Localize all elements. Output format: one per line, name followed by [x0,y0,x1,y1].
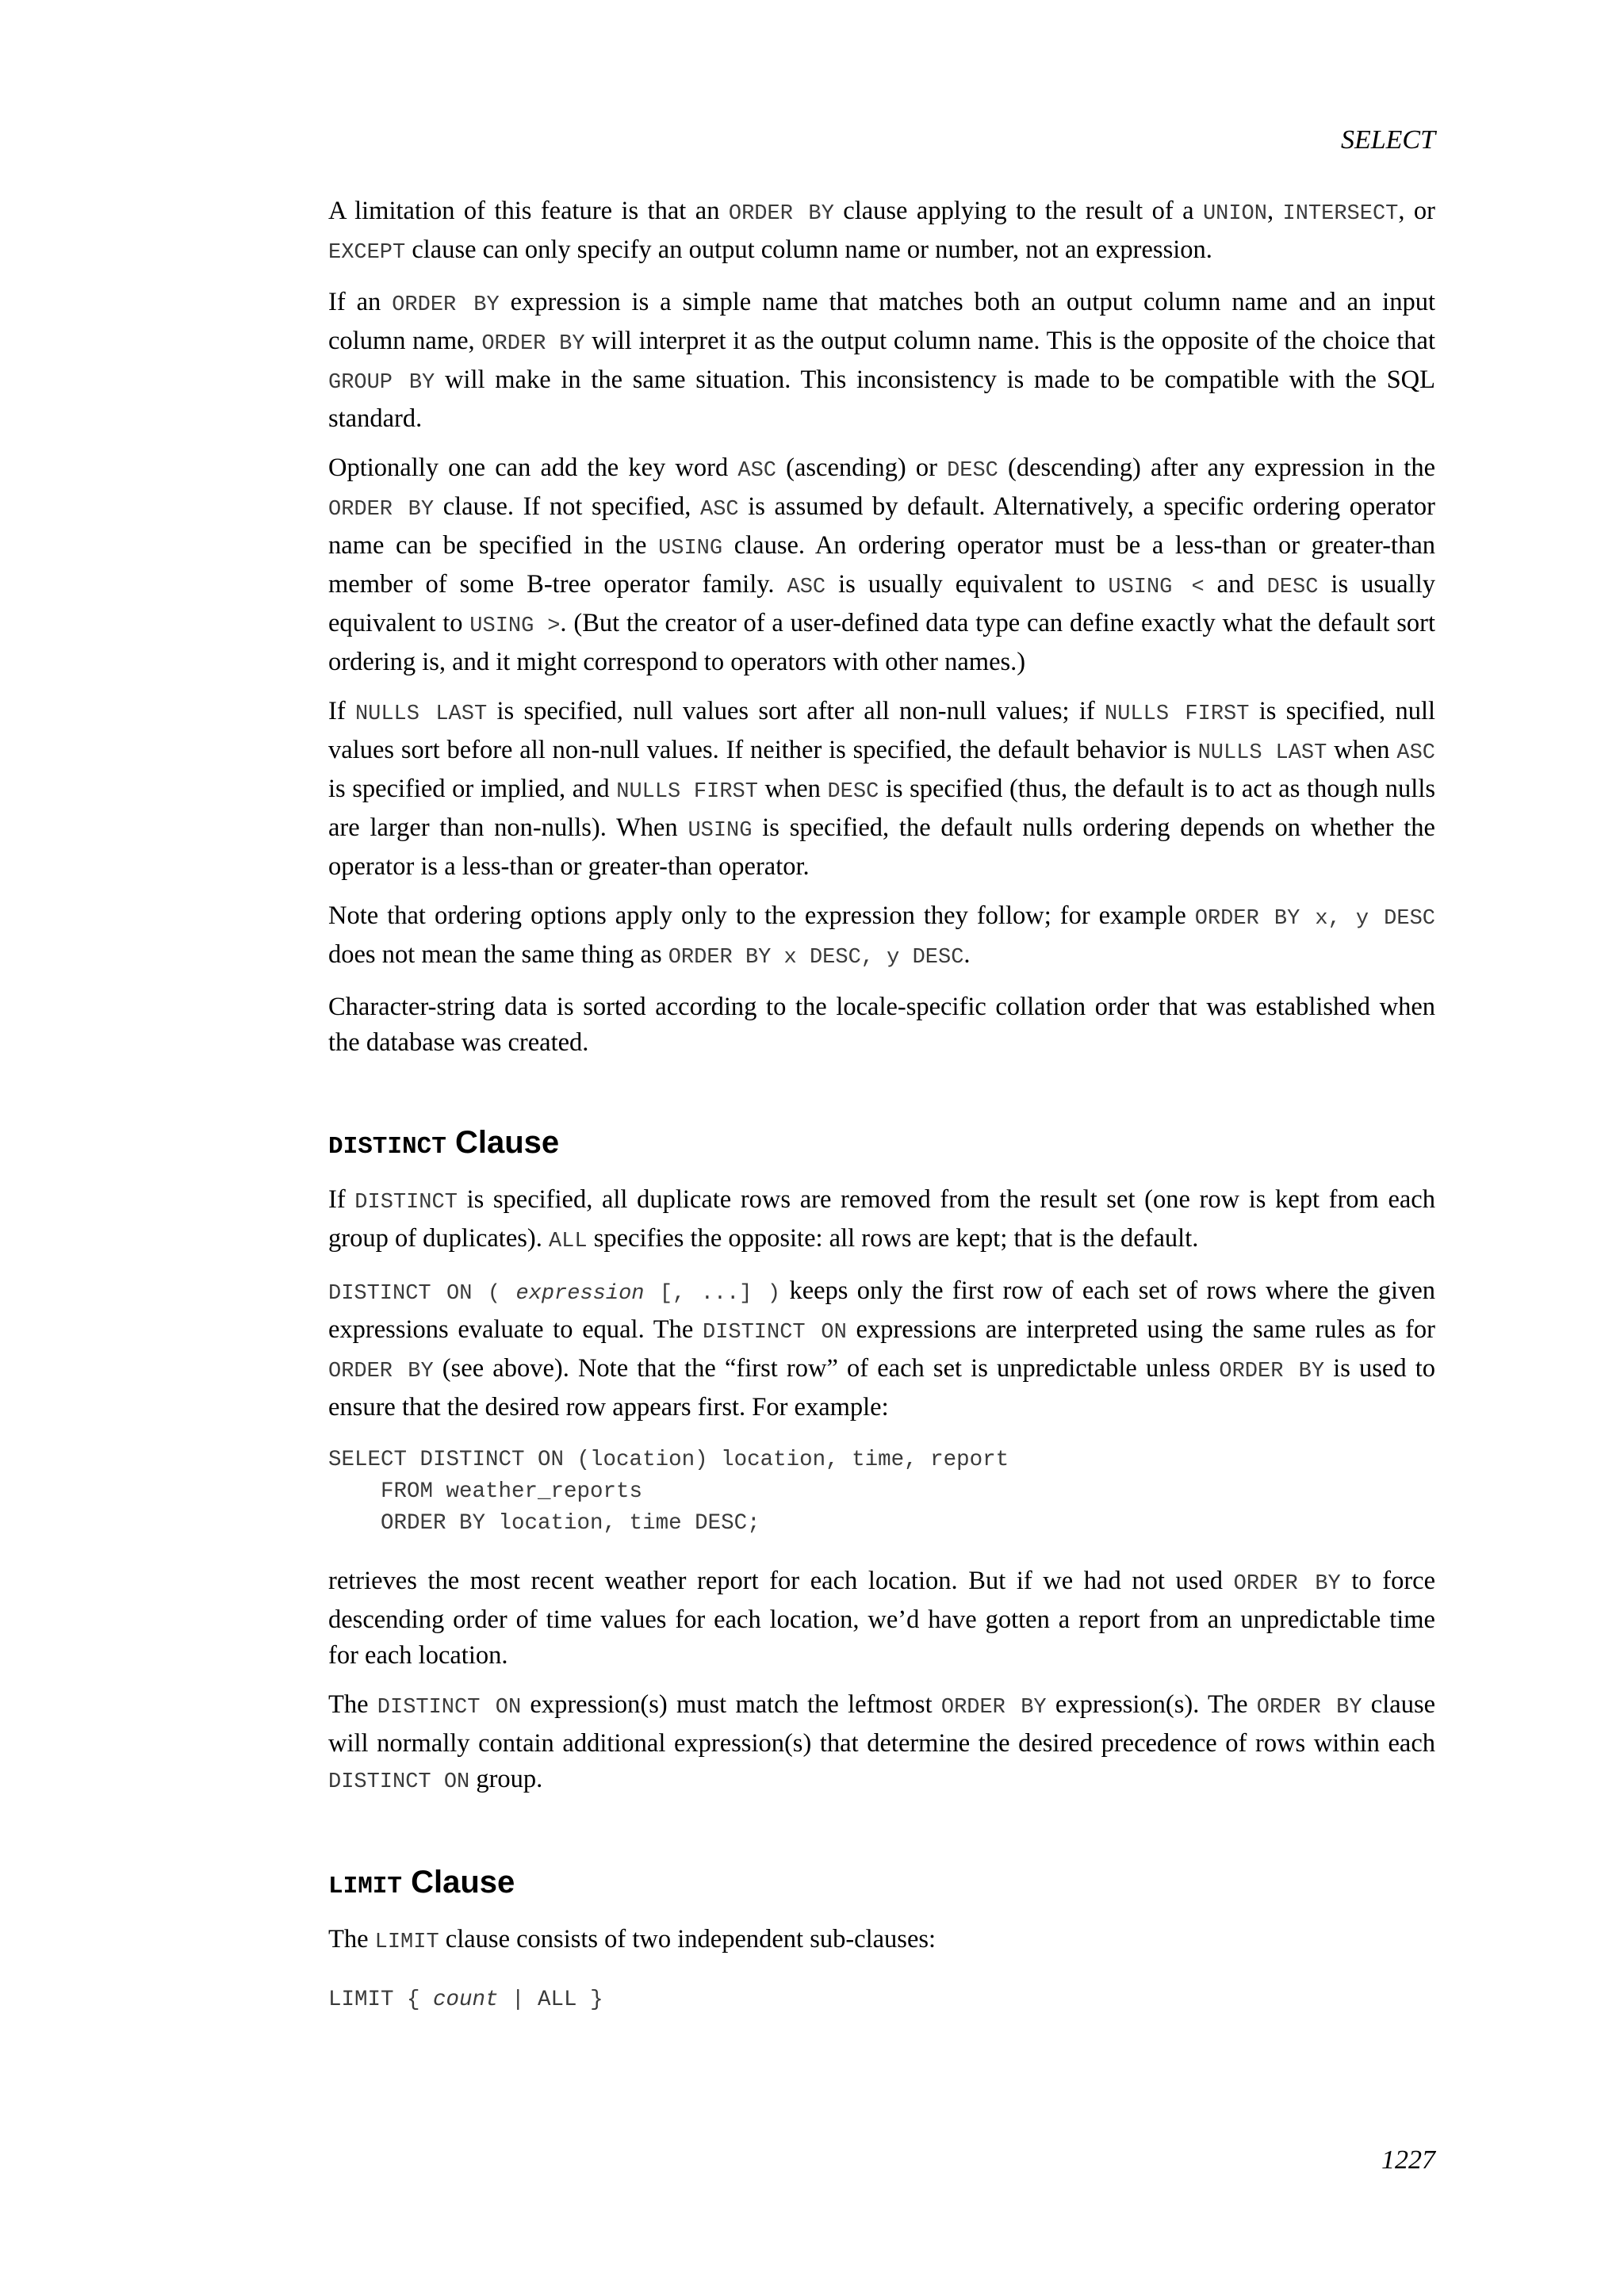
paragraph-order-by-limitation: A limitation of this feature is that an ORDER BY clause applying to the result of a UNION, INTERSECT, or EXCEPT clause can only specify an output column name or number, not an expression. [328,197,1435,265]
limit-synopsis: LIMIT { count | ALL } [328,1988,603,2012]
section-heading-distinct: DISTINCT Clause [328,1125,560,1161]
paragraph-distinct-on: DISTINCT ON ( expression [, ...] ) keeps only the first row of each set of rows where the given expressions evaluate to equal. The DISTINCT ON expressions are interpreted using the same rules as for ORDER BY (see above). Note that the “first row” of each set is unpredictable unless ORDER BY is used to ensure that the desired row appears first. For example: [328,1276,1436,1422]
code-example-distinct-on: SELECT DISTINCT ON (location) location, time, report FROM weather_reports ORDER BY location, time DESC; [328,1448,1009,1536]
paragraph-distinct-example-explanation: retrieves the most recent weather report for each location. But if we had not used ORDER BY to force descending order of time values for each location, we’d have gotten a report from an unpredictable time for each location. [328,1567,1435,1670]
paragraph-order-by-name-resolution: If an ORDER BY expression is a simple name that matches both an output column name and an input column name, ORDER BY will interpret it as the output column name. This is the opposite of the choice that GROUP BY will make in the same situation. This inconsistency is made to be compatible with the SQL standard. [328,288,1436,433]
paragraph-limit-intro: The LIMIT clause consists of two independent sub-clauses: [328,1925,936,1954]
running-head: SELECT [1340,125,1435,155]
page-number: 1227 [1381,2145,1435,2175]
section-heading-limit: LIMIT Clause [328,1865,515,1900]
paragraph-distinct-on-match: The DISTINCT ON expression(s) must match the leftmost ORDER BY expression(s). The ORDER BY clause will normally contain additional expression(s) that determine the desired precedence of rows within each DISTINCT ON group. [328,1690,1436,1794]
paragraph-nulls-ordering: If NULLS LAST is specified, null values sort after all non-null values; if NULLS FIRST is specified, null values sort before all non-null values. If neither is specified, the default behavior is NULLS LAST when ASC is specified or implied, and NULLS FIRST when DESC is specified (thus, the default is to act as though nulls are larger than non-nulls). When USING is specified, the default nulls ordering depends on whether the operator is a less-than or greater-than operator. [328,697,1436,881]
page-content [328,193,1435,2016]
paragraph-distinct-intro: If DISTINCT is specified, all duplicate rows are removed from the result set (one row is kept from each group of duplicates). ALL specifies the opposite: all rows are kept; that is the default. [328,1185,1435,1253]
paragraph-ordering-options: Note that ordering options apply only to the expression they follow; for example ORDER BY x, y DESC does not mean the same thing as ORDER BY x DESC, y DESC. [328,901,1435,970]
paragraph-asc-desc: Optionally one can add the key word ASC (ascending) or DESC (descending) after any expression in the ORDER BY clause. If not specified, ASC is assumed by default. Alternatively, a specific ordering operator name can be specified in the USING clause. An ordering operator must be a less-than or greater-than member of some B-tree operator family. ASC is usually equivalent to USING < and DESC is usually equivalent to USING >. (But the creator of a user-defined data type can define exactly what the default sort ordering is, and it might correspond to operators with other names.) [328,453,1436,676]
paragraph-collation: Character-string data is sorted according to the locale-specific collation order that was established when the database was created. [328,993,1435,1057]
